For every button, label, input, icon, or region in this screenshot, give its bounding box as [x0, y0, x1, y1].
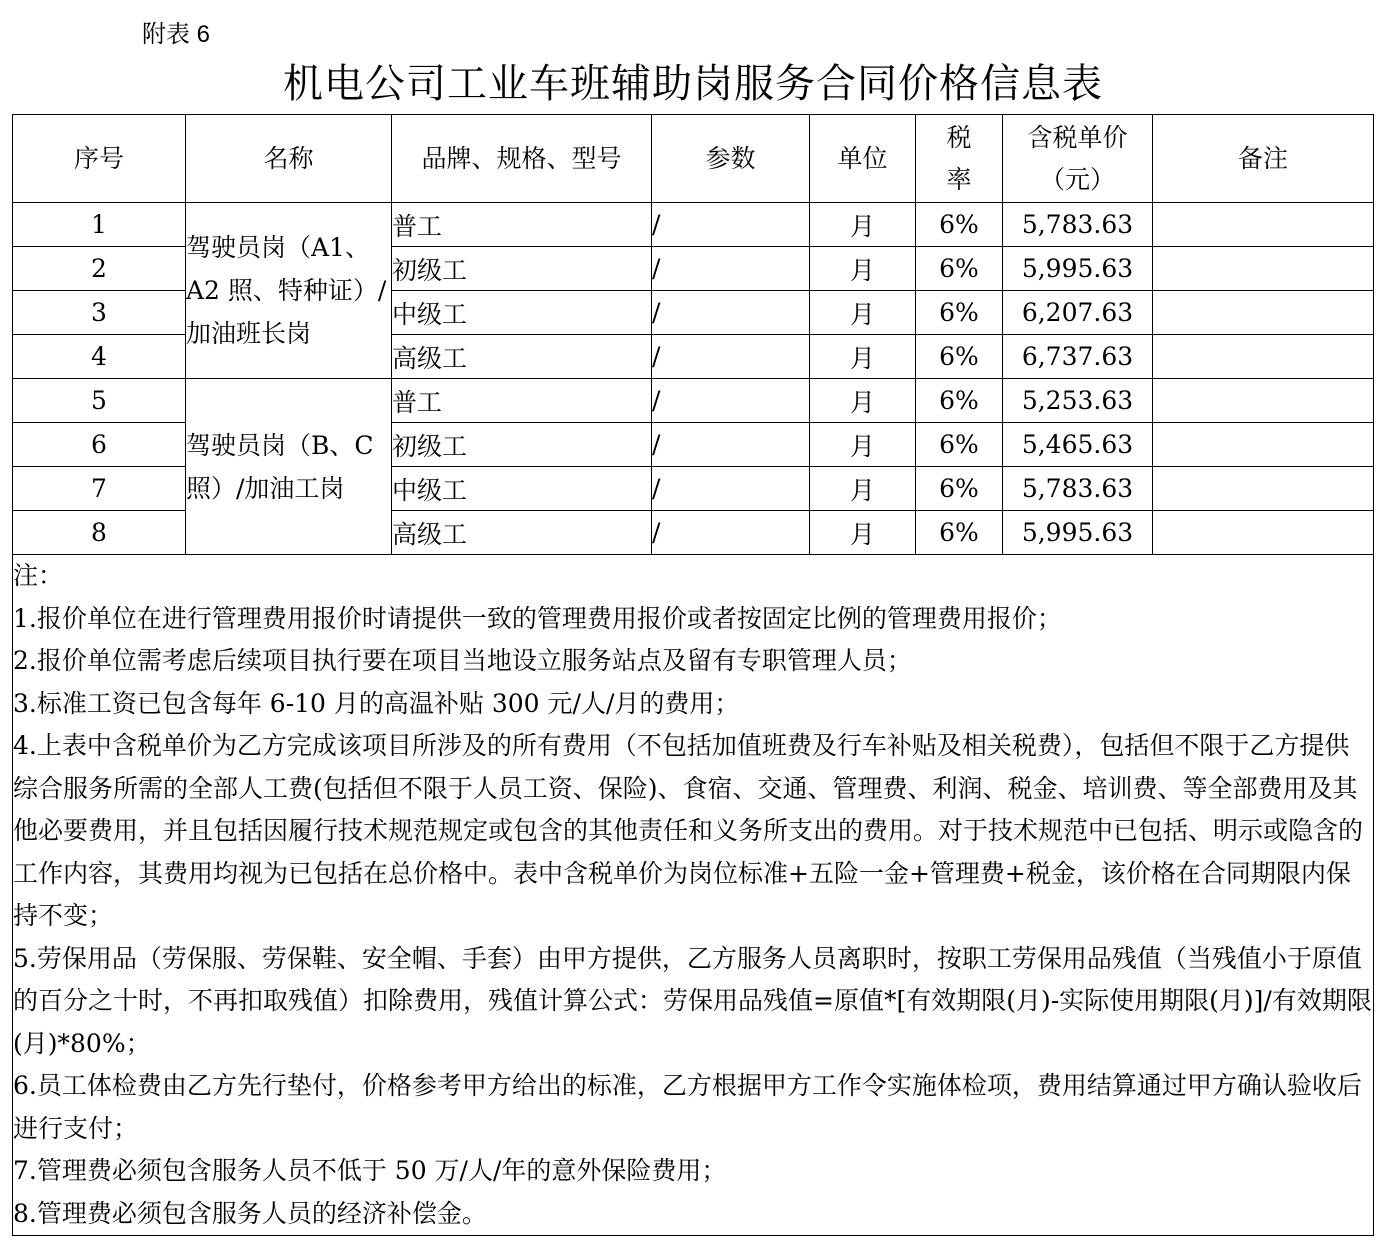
- cell-seq: 2: [13, 247, 186, 291]
- table-row: [13, 379, 1374, 423]
- cell-price: 6,737.63: [1003, 335, 1153, 379]
- cell-price: 5,995.63: [1003, 247, 1153, 291]
- note-item-1: 1.报价单位在进行管理费用报价时请提供一致的管理费用报价或者按固定比例的管理费用报价；: [13, 603, 1062, 633]
- note-item-5: 5.劳保用品（劳保服、劳保鞋、安全帽、手套）由甲方提供，乙方服务人员离职时，按职工劳保用品残值（当残值小于原值的百分之十时，不再扣取残值）扣除费用，残值计算公式：劳保用品残值=原值*[有效期限(月)-实际使用期限(月)]/有效期限(月)*80%；: [13, 943, 1372, 1058]
- cell-tax: 6%: [916, 203, 1003, 247]
- cell-price: 6,207.63: [1003, 291, 1153, 335]
- cell-brand: 普工: [392, 379, 652, 423]
- cell-seq: 5: [13, 379, 186, 423]
- cell-param: /: [652, 467, 810, 511]
- cell-brand: 普工: [392, 203, 652, 247]
- cell-group-name: 驾驶员岗（A1、A2 照、特种证）/加油班长岗: [186, 203, 392, 379]
- cell-unit: 月: [810, 423, 916, 467]
- cell-param: /: [652, 511, 810, 555]
- cell-tax: 6%: [916, 247, 1003, 291]
- note-item-6: 6.员工体检费由乙方先行垫付，价格参考甲方给出的标准，乙方根据甲方工作令实施体检项，费用结算通过甲方确认验收后进行支付；: [13, 1071, 1362, 1143]
- cell-param: /: [652, 335, 810, 379]
- notes-cell: [13, 555, 1374, 1236]
- header-remark: 备注: [1153, 115, 1374, 203]
- cell-group-name: 驾驶员岗（B、C 照）/加油工岗: [186, 379, 392, 555]
- note-item-7: 7.管理费必须包含服务人员不低于 50 万/人/年的意外保险费用；: [13, 1156, 727, 1185]
- cell-brand: 初级工: [392, 247, 652, 291]
- header-price: [1003, 115, 1153, 203]
- cell-param: /: [652, 247, 810, 291]
- cell-price: 5,253.63: [1003, 379, 1153, 423]
- cell-price: 5,465.63: [1003, 423, 1153, 467]
- cell-remark: [1153, 247, 1374, 291]
- cell-tax: 6%: [916, 423, 1003, 467]
- cell-unit: 月: [810, 291, 916, 335]
- cell-seq: 6: [13, 423, 186, 467]
- cell-brand: 高级工: [392, 511, 652, 555]
- header-tax-line1: 税: [946, 122, 972, 152]
- cell-brand: 高级工: [392, 335, 652, 379]
- cell-remark: [1153, 379, 1374, 423]
- header-name: 名称: [186, 115, 392, 203]
- cell-brand: 中级工: [392, 291, 652, 335]
- cell-remark: [1153, 511, 1374, 555]
- header-row: [13, 115, 1374, 203]
- cell-seq: 1: [13, 203, 186, 247]
- cell-unit: 月: [810, 203, 916, 247]
- cell-tax: 6%: [916, 379, 1003, 423]
- notes-row: [13, 555, 1374, 1236]
- cell-tax: 6%: [916, 467, 1003, 511]
- document-title: 机电公司工业车班辅助岗服务合同价格信息表: [283, 61, 1103, 107]
- cell-seq: 4: [13, 335, 186, 379]
- header-price-line1: 含税单价: [1027, 122, 1128, 152]
- header-unit: 单位: [810, 115, 916, 203]
- header-brand: 品牌、规格、型号: [392, 115, 652, 203]
- header-seq: 序号: [13, 115, 186, 203]
- cell-tax: 6%: [916, 335, 1003, 379]
- cell-remark: [1153, 203, 1374, 247]
- note-item-3: 3.标准工资已包含每年 6-10 月的高温补贴 300 元/人/月的费用；: [13, 688, 740, 718]
- cell-unit: 月: [810, 335, 916, 379]
- cell-price: 5,783.63: [1003, 203, 1153, 247]
- header-tax: [916, 115, 1003, 203]
- cell-param: /: [652, 423, 810, 467]
- cell-remark: [1153, 335, 1374, 379]
- note-item-2: 2.报价单位需考虑后续项目执行要在项目当地设立服务站点及留有专职管理人员；: [13, 646, 912, 675]
- cell-remark: [1153, 467, 1374, 511]
- cell-unit: 月: [810, 379, 916, 423]
- cell-seq: 8: [13, 511, 186, 555]
- cell-unit: 月: [810, 247, 916, 291]
- header-param: 参数: [652, 115, 810, 203]
- cell-param: /: [652, 291, 810, 335]
- cell-unit: 月: [810, 467, 916, 511]
- cell-remark: [1153, 423, 1374, 467]
- note-item-4: 4.上表中含税单价为乙方完成该项目所涉及的所有费用（不包括加值班费及行车补贴及相关税费），包括但不限于乙方提供综合服务所需的全部人工费(包括但不限于人员工资、保险)、食宿、交通、管理费、利润、税金、培训费、等全部费用及其他必要费用，并且包括因履行技术规范规定或包含的其他责任和义务所支出的费用。对于技术规范中已包括、明示或隐含的工作内容，其费用均视为已包括在总价格中。表中含税单价为岗位标准+五险一金+管理费+税金，该价格在合同期限内保持不变；: [13, 731, 1364, 930]
- cell-price: 5,995.63: [1003, 511, 1153, 555]
- note-item-8: 8.管理费必须包含服务人员的经济补偿金。: [13, 1198, 487, 1228]
- table-row: [13, 203, 1374, 247]
- cell-unit: 月: [810, 511, 916, 555]
- header-tax-line2: 率: [946, 164, 972, 194]
- cell-seq: 7: [13, 467, 186, 511]
- cell-param: /: [652, 379, 810, 423]
- cell-brand: 中级工: [392, 467, 652, 511]
- appendix-label: 附表 6: [142, 21, 211, 48]
- cell-seq: 3: [13, 291, 186, 335]
- cell-remark: [1153, 291, 1374, 335]
- notes-heading: 注：: [13, 561, 64, 590]
- header-price-line2: （元）: [1039, 164, 1115, 194]
- price-table: [12, 114, 1374, 1236]
- cell-tax: 6%: [916, 291, 1003, 335]
- cell-price: 5,783.63: [1003, 467, 1153, 511]
- cell-param: /: [652, 203, 810, 247]
- cell-tax: 6%: [916, 511, 1003, 555]
- cell-brand: 初级工: [392, 423, 652, 467]
